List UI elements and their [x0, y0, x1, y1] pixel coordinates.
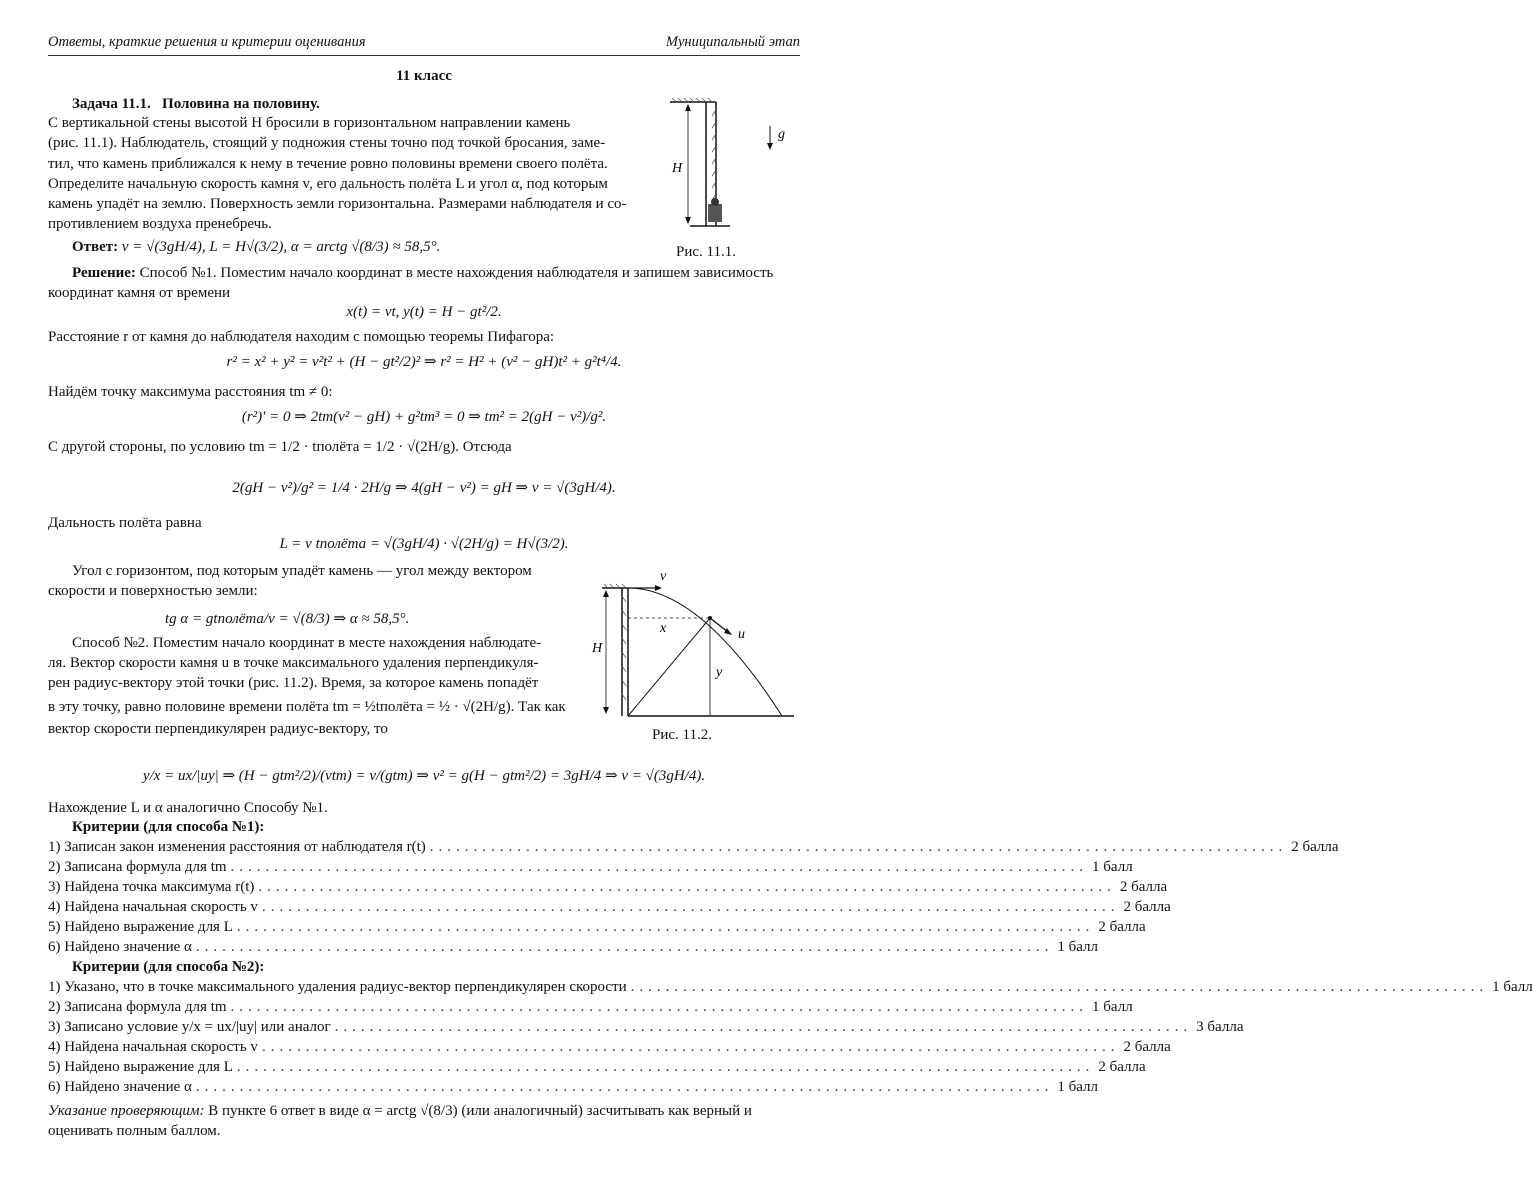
criteria1-item: 6) Найдено значение α .................................................................................................. 1 балл	[48, 939, 1099, 955]
criteria2-item: 3) Записано условие y/x = ux/|uy| или аналог .................................................................................................. 3 балла	[48, 1019, 1244, 1035]
criterion-text: 5) Найдено выражение для L	[48, 1059, 233, 1075]
note-line-1: В пункте 6 ответ в виде α = arctg √(8/3) (или аналогичный) засчитывать как верный и	[208, 1103, 752, 1119]
fig2-label-y: y	[716, 665, 723, 680]
task-line: тил, что камень приближался к нему в течение ровно половины времени своего полёта.	[48, 156, 608, 172]
criterion-text: 4) Найдена начальная скорость v	[48, 1039, 258, 1055]
criterion-text: 3) Найдена точка максимума r(t)	[48, 879, 255, 895]
task-line: противлением воздуха пренебречь.	[48, 216, 272, 232]
task-heading	[72, 95, 320, 113]
task-line: Определите начальную скорость камня v, его дальность полёта L и угол α, под которым	[48, 176, 608, 192]
task-line: С вертикальной стены высотой H бросили в горизонтальном направлении камень	[48, 115, 571, 131]
criteria2-item: 6) Найдено значение α .................................................................................................. 1 балл	[48, 1079, 1099, 1095]
criteria1-item: 4) Найдена начальная скорость v .................................................................................................. 2 балла	[48, 899, 1171, 915]
fig2-caption: Рис. 11.2.	[652, 727, 712, 743]
equation-tg: tg α = gtполёта/v = √(8/3) ⇒ α ≈ 58,5°.	[165, 611, 410, 627]
criteria2-title: Критерии (для способа №2):	[72, 959, 265, 975]
criterion-points: 2 балла	[1119, 879, 1168, 895]
criterion-points: 1 балл	[1057, 939, 1099, 955]
criterion-text: 2) Записана формула для tm	[48, 859, 227, 875]
page-header	[48, 34, 800, 51]
equation-max: (r²)′ = 0 ⇒ 2tm(v² − gH) + g²tm³ = 0 ⇒ tm² = 2(gH − v²)/g².	[241, 409, 607, 425]
answer	[72, 238, 440, 256]
method2-line: в эту точку, равно половине времени полёта tm = ½tполёта = ½ · √(2H/g). Так как	[48, 699, 566, 715]
criteria2-item: 5) Найдено выражение для L .................................................................................................. 2 балла	[48, 1059, 1146, 1075]
figure-11-1	[660, 96, 800, 256]
criterion-text: 6) Найдено значение α	[48, 939, 192, 955]
pythagoras-intro: Расстояние r от камня до наблюдателя находим с помощью теоремы Пифагора:	[48, 329, 555, 345]
criterion-text: 1) Указано, что в точке максимального удаления радиус-вектор перпендикулярен скорости	[48, 979, 627, 995]
header-divider	[48, 55, 800, 56]
fig1-label-g: g	[778, 127, 785, 142]
task-line: камень упадёт на землю. Поверхность земли горизонтальна. Размерами наблюдателя и со-	[48, 196, 627, 212]
criterion-text: 5) Найдено выражение для L	[48, 919, 233, 935]
criterion-points: 3 балла	[1196, 1019, 1244, 1035]
criterion-text: 1) Записан закон изменения расстояния от наблюдателя r(t)	[48, 839, 426, 855]
criterion-points: 2 балла	[1098, 1059, 1146, 1075]
criterion-text: 2) Записана формула для tm	[48, 999, 227, 1015]
equation-r: r² = x² + y² = v²t² + (H − gt²/2)² ⇒ r² = H² + (v² − gH)t² + g²t⁴/4.	[226, 354, 622, 370]
criterion-points: 1 балл	[1092, 859, 1133, 875]
note-line-2: оценивать полным баллом.	[48, 1123, 221, 1139]
criteria1-item: 3) Найдена точка максимума r(t) .................................................................................................. 2 балла	[48, 879, 1168, 895]
criterion-points: 2 балла	[1123, 899, 1171, 915]
criterion-points: 2 балла	[1291, 839, 1339, 855]
criteria2-item: 1) Указано, что в точке максимального удаления радиус-вектор перпендикулярен скорости .................................................................................................. 1 балл	[48, 979, 1533, 995]
fig2-label-v: v	[660, 569, 667, 584]
fig2-label-u: u	[738, 627, 745, 642]
method2-line: рен радиус-вектору этой точки (рис. 11.2). Время, за которое камень попадёт	[48, 675, 539, 691]
criterion-text: 4) Найдена начальная скорость v	[48, 899, 258, 915]
fig2-label-x: x	[660, 621, 667, 636]
criterion-points: 1 балл	[1057, 1079, 1099, 1095]
fig2-label-h: H	[592, 641, 603, 656]
grader-note	[48, 1102, 752, 1120]
grade-title: 11 класс	[396, 68, 452, 84]
solution-label: Решение:	[72, 265, 136, 281]
header-right: Муниципальный этап	[665, 34, 800, 50]
fig1-label-h: H	[672, 161, 683, 176]
similar-note: Нахождение L и α аналогично Способу №1.	[48, 800, 328, 816]
solution-intro	[72, 264, 773, 282]
condition-line: С другой стороны, по условию tm = 1/2 · tполёта = 1/2 · √(2H/g). Отсюда	[48, 439, 512, 455]
max-intro: Найдём точку максимума расстояния tm ≠ 0:	[48, 384, 333, 400]
note-label: Указание проверяющим:	[48, 1103, 205, 1119]
criteria2-item: 2) Записана формула для tm .................................................................................................. 1 балл	[48, 999, 1133, 1015]
header-left: Ответы, краткие решения и критерии оценивания	[48, 34, 366, 50]
angle-line-2: скорости и поверхностью земли:	[48, 583, 258, 599]
method1-cont: координат камня от времени	[48, 285, 231, 301]
fig1-caption: Рис. 11.1.	[676, 244, 736, 260]
answer-text: v = √(3gH/4), L = H√(3/2), α = arctg √(8/3) ≈ 58,5°.	[121, 239, 441, 255]
criterion-points: 2 балла	[1123, 1039, 1171, 1055]
method2-line: ля. Вектор скорости камня u в точке максимального удаления перпендикуля-	[48, 655, 539, 671]
criteria1-item: 5) Найдено выражение для L .................................................................................................. 2 балла	[48, 919, 1146, 935]
criteria1-title: Критерии (для способа №1):	[72, 819, 265, 835]
equation-xy: x(t) = vt, y(t) = H − gt²/2.	[346, 304, 502, 320]
criteria2-item: 4) Найдена начальная скорость v .................................................................................................. 2 балла	[48, 1039, 1171, 1055]
criterion-points: 1 балл	[1092, 999, 1133, 1015]
figure-11-2	[588, 566, 800, 726]
criteria1-item: 1) Записан закон изменения расстояния от наблюдателя r(t) .................................................................................................. 2 балла	[48, 839, 1339, 855]
task-line: (рис. 11.1). Наблюдатель, стоящий у подножия стены точно под точкой бросания, заме-	[48, 135, 606, 151]
criterion-text: 6) Найдено значение α	[48, 1079, 192, 1095]
criterion-text: 3) Записано условие y/x = ux/|uy| или аналог	[48, 1019, 331, 1035]
equation-method2: y/x = ux/|uy| ⇒ (H − gtm²/2)/(vtm) = v/(gtm) ⇒ v² = g(H − gtm²/2) = 3gH/4 ⇒ v = √(3gH/4).	[142, 768, 706, 784]
criterion-points: 2 балла	[1098, 919, 1146, 935]
method1-text: Способ №1. Поместим начало координат в месте нахождения наблюдателя и запишем зависимость	[139, 265, 774, 281]
criteria1-item: 2) Записана формула для tm .................................................................................................. 1 балл	[48, 859, 1133, 875]
range-intro: Дальность полёта равна	[48, 515, 202, 531]
answer-label: Ответ:	[72, 239, 119, 255]
method2-line: Способ №2. Поместим начало координат в месте нахождения наблюдате-	[72, 635, 542, 651]
task-number: Задача 11.1.	[72, 96, 151, 112]
equation-v: 2(gH − v²)/g² = 1/4 · 2H/g ⇒ 4(gH − v²) = gH ⇒ v = √(3gH/4).	[232, 480, 616, 496]
method2-line: вектор скорости перпендикулярен радиус-вектору, то	[48, 721, 388, 737]
angle-line-1: Угол с горизонтом, под которым упадёт камень — угол между вектором	[72, 563, 532, 579]
equation-l: L = v tполёта = √(3gH/4) · √(2H/g) = H√(3/2).	[279, 536, 569, 552]
task-title: Половина на половину.	[162, 96, 320, 112]
criterion-points: 1 балл	[1492, 979, 1533, 995]
